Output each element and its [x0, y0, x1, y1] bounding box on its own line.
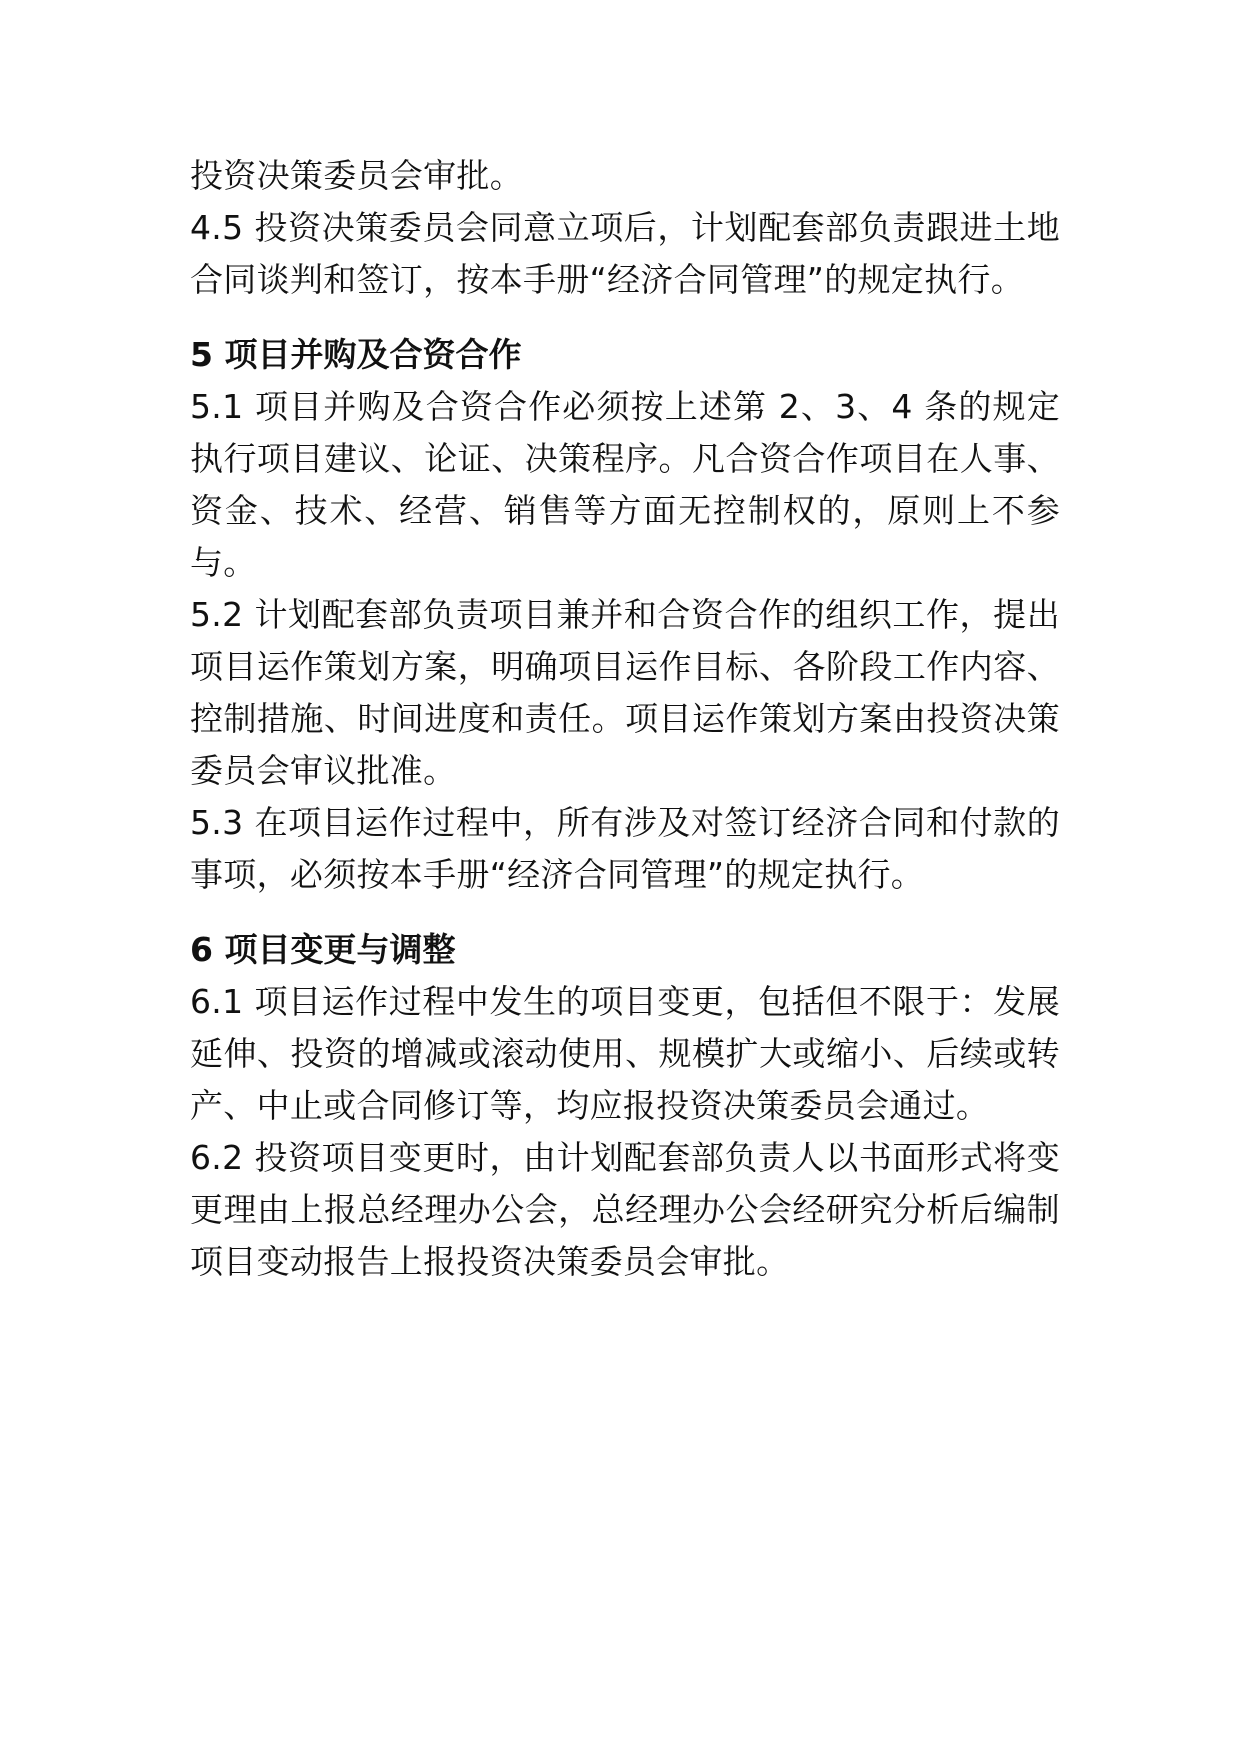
paragraph-5-1: 5.1 项目并购及合资合作必须按上述第 2、3、4 条的规定执行项目建议、论证、决策程序。凡合资合作项目在人事、资金、技术、经营、销售等方面无控制权的，原则上不参与。: [190, 387, 1060, 582]
paragraph-6-2: 6.2 投资项目变更时，由计划配套部负责人以书面形式将变更理由上报总经理办公会，总经理办公会经研究分析后编制项目变动报告上报投资决策委员会审批。: [190, 1138, 1060, 1281]
paragraph-4-5: 4.5 投资决策委员会同意立项后，计划配套部负责跟进土地合同谈判和签订，按本手册“经济合同管理”的规定执行。: [190, 208, 1060, 299]
paragraph-5-3: 5.3 在项目运作过程中，所有涉及对签订经济合同和付款的事项，必须按本手册“经济合同管理”的规定执行。: [190, 803, 1060, 894]
document-page: [190, 150, 1060, 1288]
paragraph-continued: 投资决策委员会审批。: [190, 156, 523, 195]
paragraph-6-1: 6.1 项目运作过程中发生的项目变更，包括但不限于：发展延伸、投资的增减或滚动使用、规模扩大或缩小、后续或转产、中止或合同修订等，均应报投资决策委员会通过。: [190, 982, 1060, 1125]
section-6-heading: 6 项目变更与调整: [190, 930, 456, 969]
section-5-heading: 5 项目并购及合资合作: [190, 335, 522, 374]
paragraph-5-2: 5.2 计划配套部负责项目兼并和合资合作的组织工作，提出项目运作策划方案，明确项目运作目标、各阶段工作内容、控制措施、时间进度和责任。项目运作策划方案由投资决策委员会审议批准。: [190, 595, 1060, 790]
